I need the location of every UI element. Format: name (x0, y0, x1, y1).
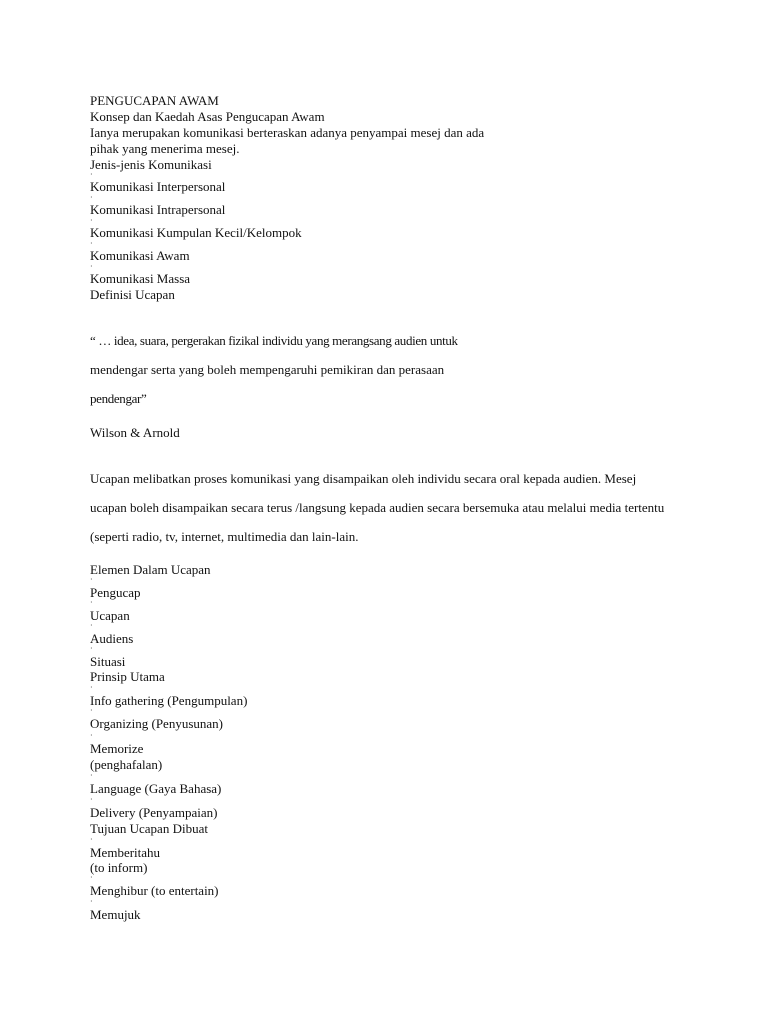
bullet-marker: · (90, 795, 93, 804)
quote-line-2: mendengar serta yang boleh mempengaruhi pemikiran dan perasaan (90, 362, 445, 377)
list-item-type: Komunikasi Kumpulan Kecil/Kelompok (90, 225, 302, 240)
bullet-marker: · (90, 598, 93, 607)
paragraph-line-1: Ucapan melibatkan proses komunikasi yang disampaikan oleh individu secara oral kepada audien. Mesej (90, 471, 637, 486)
list-item-element: Audiens (90, 631, 134, 646)
list-item-element: Situasi (90, 654, 126, 669)
list-item-type: Komunikasi Massa (90, 271, 191, 286)
list-item-element: Pengucap (90, 585, 141, 600)
bullet-marker: · (90, 170, 93, 179)
list-item-type: Komunikasi Intrapersonal (90, 202, 226, 217)
bullet-marker: · (90, 644, 93, 653)
intro-line-1: Ianya merupakan komunikasi berteraskan adanya penyampai mesej dan ada (90, 125, 485, 140)
bullet-marker: · (90, 621, 93, 630)
bullet-marker: · (90, 193, 93, 202)
purpose-heading: Tujuan Ucapan Dibuat (90, 821, 208, 836)
definition-heading: Definisi Ucapan (90, 287, 175, 302)
list-item-purpose-continued: (to inform) (90, 860, 148, 875)
bullet-marker: · (90, 897, 93, 906)
elements-heading: Elemen Dalam Ucapan (90, 562, 211, 577)
list-item-purpose: Memujuk (90, 907, 141, 922)
list-item-element: Ucapan (90, 608, 130, 623)
paragraph-line-3: (seperti radio, tv, internet, multimedia dan lain-lain. (90, 529, 359, 544)
paragraph-line-2: ucapan boleh disampaikan secara terus /langsung kepada audien secara bersemuka atau melalui media tertentu (90, 500, 665, 515)
list-item-type: Komunikasi Interpersonal (90, 179, 226, 194)
list-item-purpose: Memberitahu (90, 845, 161, 860)
principles-heading: Prinsip Utama (90, 669, 165, 684)
bullet-marker: · (90, 731, 93, 740)
quote-author: Wilson & Arnold (90, 425, 180, 440)
list-item-principle: Memorize (90, 741, 144, 756)
list-item-purpose: Menghibur (to entertain) (90, 883, 219, 898)
document-subtitle: Konsep dan Kaedah Asas Pengucapan Awam (90, 109, 325, 124)
list-item-principle-continued: (penghafalan) (90, 757, 163, 772)
quote-line-1: “ … idea, suara, pergerakan fizikal individu yang merangsang audien untuk (90, 333, 458, 348)
quote-line-3: pendengar” (90, 391, 147, 406)
list-item-principle: Delivery (Penyampaian) (90, 805, 218, 820)
list-item-principle: Info gathering (Pengumpulan) (90, 693, 248, 708)
types-heading: Jenis-jenis Komunikasi (90, 157, 212, 172)
bullet-marker: · (90, 575, 93, 584)
bullet-marker: · (90, 771, 93, 780)
list-item-principle: Language (Gaya Bahasa) (90, 781, 222, 796)
bullet-marker: · (90, 873, 93, 882)
bullet-marker: · (90, 239, 93, 248)
bullet-marker: · (90, 835, 93, 844)
bullet-marker: · (90, 262, 93, 271)
list-item-principle: Organizing (Penyusunan) (90, 716, 223, 731)
list-item-type: Komunikasi Awam (90, 248, 190, 263)
intro-line-2: pihak yang menerima mesej. (90, 141, 240, 156)
bullet-marker: · (90, 216, 93, 225)
document-title: PENGUCAPAN AWAM (90, 93, 219, 108)
bullet-marker: · (90, 683, 93, 692)
bullet-marker: · (90, 706, 93, 715)
